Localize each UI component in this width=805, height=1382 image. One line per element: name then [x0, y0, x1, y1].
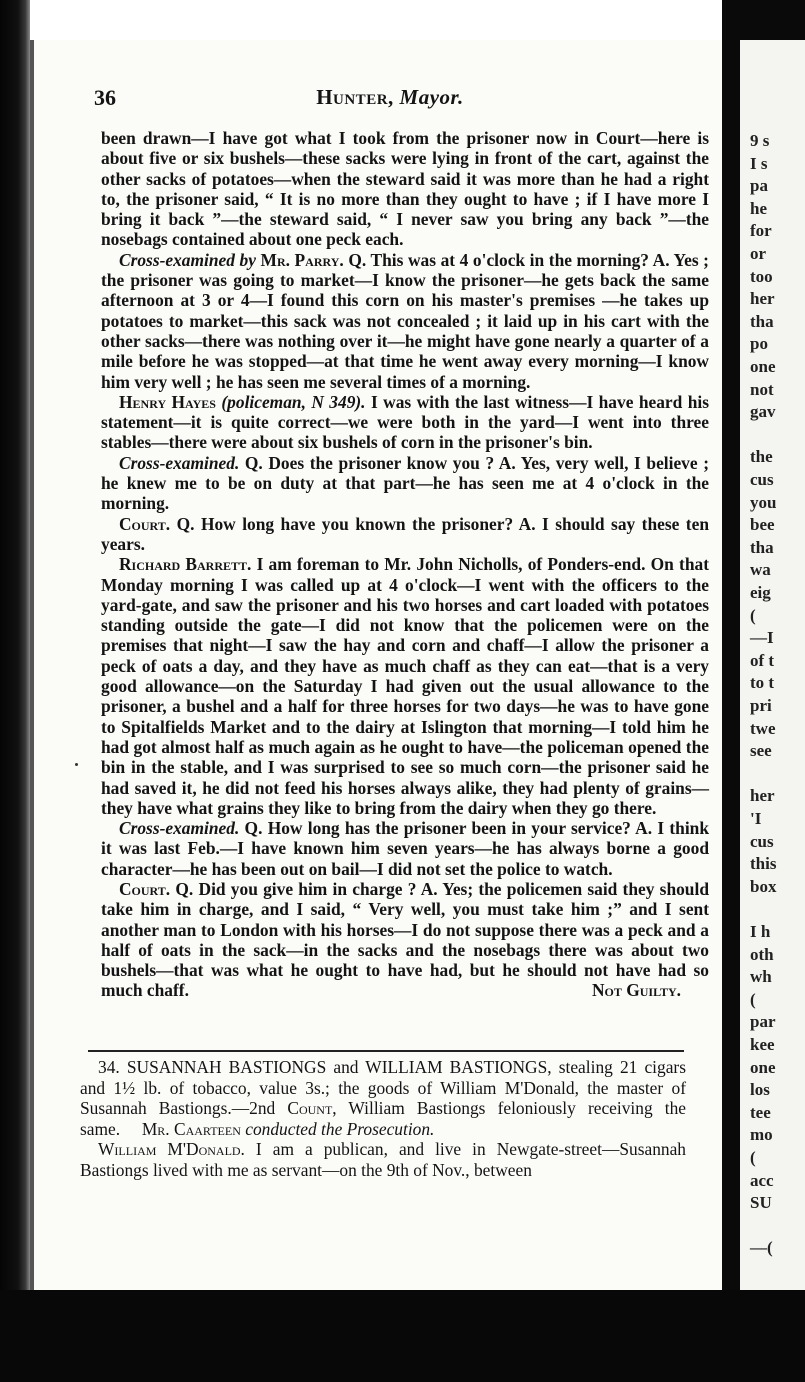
- facing-page-fragment: I h: [750, 922, 771, 941]
- case-heading-tail: William Bastiongs feloniously receiving the same.: [80, 1098, 687, 1139]
- facing-page-fragment: cus: [750, 831, 774, 851]
- facing-page-fragment: to t: [750, 673, 775, 693]
- cross-examined-label: Cross-examined.: [119, 818, 240, 839]
- facing-page-fragment: you: [750, 492, 777, 512]
- facing-page-fragment: I s: [750, 153, 768, 173]
- paragraph: [101, 250, 709, 392]
- paragraph-text: I am foreman to Mr. John Nicholls, of Ponders-end. On that Monday morning I was called up at 4 o'clock—I went with the officers to the yard-gate, and saw the prisoner and his two horses and cart loaded with potatoes standing outside the gate—I did not know that the policemen were on the premises that night—I saw the hay and corn and chaff—I allow the prisoner a peck of oats a day, and they have as much chaff as they can eat—that is a very good allowance—on the Saturday I had given out the usual allowance to the prisoner, a bushel and a half for three horses for two days—he was to have gone to Spitalfields Market and to the dairy at Islington that morning—I told him he had got almost half as much again as he ought to have—the policeman opened the bin in the stable, and I was surprised to see so much corn—the prisoner said he had saved it, he did not feed his horses always alike, they had plenty of grains—they have what grains they like to bring from the dairy when they go there.: [101, 554, 709, 818]
- facing-page-fragment: tha: [750, 311, 774, 331]
- paragraph-text: Q. Does the prisoner know you ? A. Yes, very well, I believe ; he knew me to be on duty at that part—he has seen me at 4 o'clock in the morning.: [101, 452, 709, 514]
- facing-page-fragment: or: [750, 244, 767, 263]
- prosecution-counsel: Mr. Caarteen: [141, 1118, 241, 1139]
- facing-page-fragment: (: [750, 605, 756, 625]
- facing-page-fragment: her: [750, 289, 775, 309]
- paragraph-text: Q. This was at 4 o'clock in the morning? A. Yes ; the prisoner was going to market—I know the prisoner—he gets back the same afternoon at 3 or 4—I found this corn on his master's premises —he takes up potatoes to market—this sack was not concealed ; it laid up in his cart with the other sacks—there was nothing over it—he might have gone nearly a quarter of a mile before he was stopped—at that time he went away every morning—I know him very well ; he has seen me several times of a morning.: [101, 249, 709, 392]
- paragraph-text: I am a publican, and live in Newgate-street—Susannah Bastiongs lived with me as servant—on the 9th of Nov., between: [80, 1139, 686, 1180]
- count-label: Count,: [287, 1098, 337, 1118]
- facing-page-fragment: —I: [750, 628, 774, 648]
- facing-page-fragment: pri: [750, 696, 772, 715]
- facing-page-fragment: eig: [750, 583, 771, 602]
- facing-page-fragment: of t: [750, 650, 775, 670]
- facing-page-fragment: (: [750, 989, 756, 1009]
- facing-page-fragment: tee: [750, 1102, 771, 1122]
- running-head-name: Hunter,: [316, 85, 394, 109]
- running-head-title: Mayor.: [399, 85, 464, 109]
- book-edge-bottom: [0, 1290, 805, 1382]
- prosecution-note: conducted the Prosecution.: [245, 1118, 435, 1139]
- facing-page-fragment: see: [750, 741, 772, 761]
- facing-page-fragment: the: [750, 447, 773, 467]
- facing-page-fragment: acc: [750, 1170, 774, 1190]
- witness-name: Henry Hayes: [119, 391, 216, 412]
- facing-page-fragment: —(: [750, 1238, 773, 1258]
- case-heading-text: 34. SUSANNAH BASTIONGS and WILLIAM BASTIONGS, stealing 21 cigars and 1½ lb. of tobacco, value 3s.; the goods of William M'Donald, the master of Susannah Bastiongs.—2nd: [80, 1057, 686, 1118]
- facing-page-fragment: mo: [750, 1125, 773, 1145]
- facing-page-fragment: he: [750, 198, 767, 218]
- facing-page-fragment: po: [750, 334, 768, 354]
- case-34: [80, 1057, 686, 1180]
- paragraph: [101, 392, 709, 453]
- paragraph: [101, 818, 709, 879]
- book-edge-left: [0, 0, 30, 1382]
- facing-page-fragment: wa: [750, 560, 771, 580]
- facing-page-fragment: kee: [750, 1035, 775, 1054]
- paragraph-text: Q. How long have you known the prisoner? A. I should say these ten years.: [101, 513, 709, 554]
- facing-page-fragment: wh: [750, 967, 772, 987]
- paragraph: [101, 453, 709, 514]
- paragraph: been drawn—I have got what I took from the prisoner now in Court—here is about five or six bushels—these sacks were lying in front of the cart, against the other sacks of potatoes—when the steward said it was more than he had a right to, the prisoner said, “ It is no more than they ought to have ; if I have more I bring it back ”—the steward said, “ I never saw you bring any back ”—the nosebags contained about one peck each.: [101, 128, 709, 250]
- facing-page-fragment: 9 s: [750, 131, 770, 150]
- facing-page: [740, 40, 805, 1290]
- facing-page-fragment: box: [750, 876, 777, 896]
- trial-text: [101, 128, 709, 1001]
- witness-role: (policeman, N 349).: [221, 391, 366, 412]
- paragraph: [101, 554, 709, 818]
- facing-page-fragment: (: [750, 1148, 756, 1167]
- witness-name: William M'Donald.: [98, 1139, 245, 1159]
- facing-page-fragment: one: [750, 1057, 776, 1077]
- paragraph: [80, 1139, 686, 1180]
- facing-page-fragment: one: [750, 357, 776, 376]
- page-number: 36: [94, 85, 116, 110]
- facing-page-fragment: for: [750, 221, 772, 241]
- facing-page-fragment: tha: [750, 537, 774, 557]
- facing-page-fragment: SU: [750, 1193, 772, 1213]
- facing-page-fragment: oth: [750, 944, 774, 964]
- case-heading: [80, 1057, 686, 1139]
- facing-page-fragment: bee: [750, 515, 775, 535]
- paragraph-text: Q. Did you give him in charge ? A. Yes; the policemen said they should take him in charge, and I said, “ Very well, you must take him ;” and I sent another man to London with his horses—I do not suppose there was a peck and a half of oats in the sack—in the sacks and the nosebags there was about two bushels—that was what he ought to have had, but he should not have had so much chaff.: [101, 878, 709, 1001]
- verdict: Not Guilty.: [591, 980, 681, 1001]
- section-divider: [88, 1050, 684, 1052]
- facing-page-fragment: 'I: [750, 809, 762, 828]
- facing-page-fragment: cus: [750, 470, 774, 489]
- facing-page-fragment: pa: [750, 176, 768, 196]
- facing-page-fragment: par: [750, 1012, 776, 1032]
- margin-speck: [75, 763, 78, 766]
- paragraph-text: Q. How long has the prisoner been in your service? A. I think it was last Feb.—I have known him seven years—he has always borne a good character—he has been out on bail—I did not set the police to watch.: [101, 818, 709, 879]
- facing-page-fragment: her: [750, 786, 775, 806]
- running-head: [94, 85, 686, 110]
- page-header: [94, 85, 686, 113]
- cross-examined-label: Cross-examined.: [119, 452, 240, 473]
- paragraph-text: I was with the last witness—I have heard his statement—it is quite correct—we were both in the yard—I went into three stables—there were about six bushels of corn in the prisoner's bin.: [101, 391, 709, 453]
- paragraph: [101, 514, 709, 555]
- paragraph: [101, 879, 709, 1001]
- facing-page-fragment: not: [750, 379, 774, 399]
- counsel-name: Mr. Parry.: [260, 249, 344, 270]
- court-label: Court.: [119, 878, 171, 899]
- witness-name: Richard Barrett.: [119, 554, 252, 575]
- facing-page-fragment: too: [750, 266, 773, 286]
- cross-examined-label: Cross-examined by: [119, 249, 256, 270]
- facing-page-fragment: this: [750, 854, 777, 874]
- facing-page-fragment: los: [750, 1080, 770, 1100]
- facing-page-fragment: twe: [750, 718, 776, 738]
- facing-page-fragment: gav: [750, 402, 776, 422]
- court-label: Court.: [119, 513, 171, 534]
